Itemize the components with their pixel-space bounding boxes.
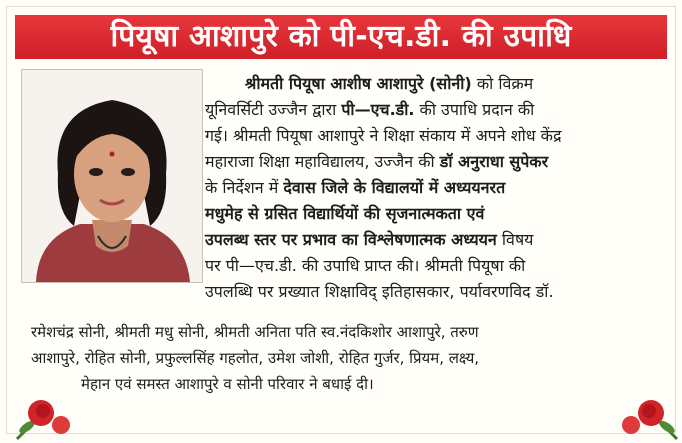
news-clipping [6,6,676,434]
research-topic: देवास जिले के विद्यालयों में अध्ययनरत [283,178,506,197]
body-line-9: उपलब्धि पर प्रख्यात शिक्षाविद् इतिहासकार, पर्यावरणविद डॉ. [205,282,554,301]
body-line-11: आशापुरे, रोहित सोनी, प्रफुल्लसिंह गहलोत, उमेश जोशी, रोहित गुर्जर, प्रियम, लक्ष्य, [31,349,480,367]
headline-banner [15,15,667,59]
body-line-6: मधुमेह से ग्रसित विद्यार्थियों की सृजनात्मकता एवं [205,204,485,223]
portrait-photo [21,69,203,283]
body-line-7: उपलब्ध स्तर पर प्रभाव का विश्लेषणात्मक अध्ययन विषय [205,230,534,249]
candidate-name: श्रीमती पियूषा आशीष आशापुरे (सोनी) [245,74,472,93]
headline: पियूषा आशापुरे को पी-एच.डी. की उपाधि [110,19,572,54]
body-line-1: श्रीमती पियूषा आशीष आशापुरे (सोनी) को विक्रम [245,74,534,93]
body-line-12: मेहान एवं समस्त आशापुरे व सोनी परिवार ने बधाई दी। [81,375,374,393]
rose-flower-icon [615,387,682,443]
body-line-8: पर पी—एच.डी. की उपाधि प्राप्त की। श्रीमती पियूषा की [205,256,526,275]
body-line-5: के निर्देशन में देवास जिले के विद्यालयों में अध्ययनरत [205,178,506,197]
body-line-4: महाराजा शिक्षा महाविद्यालय, उज्जैन की डॉ अनुराधा सुपेकर [205,152,549,171]
body-line-10: रमेशचंद्र सोनी, श्रीमती मधु सोनी, श्रीमती अनिता पति स्व.नंदकिशोर आशापुरे, तरुण [31,323,479,341]
article-body [205,71,661,305]
degree-name: पी—एच.डी. [341,100,415,119]
rose-flower-icon [9,387,79,443]
portrait-icon [22,70,202,282]
body-line-2: यूनिवर्सिटी उज्जैन द्वारा पी—एच.डी. की उपाधि प्रदान की [205,100,535,119]
body-line-3: गई। श्रीमती पियूषा आशापुरे ने शिक्षा संकाय में अपने शोध केंद्र [205,126,562,145]
guide-name: डॉ अनुराधा सुपेकर [439,152,549,171]
